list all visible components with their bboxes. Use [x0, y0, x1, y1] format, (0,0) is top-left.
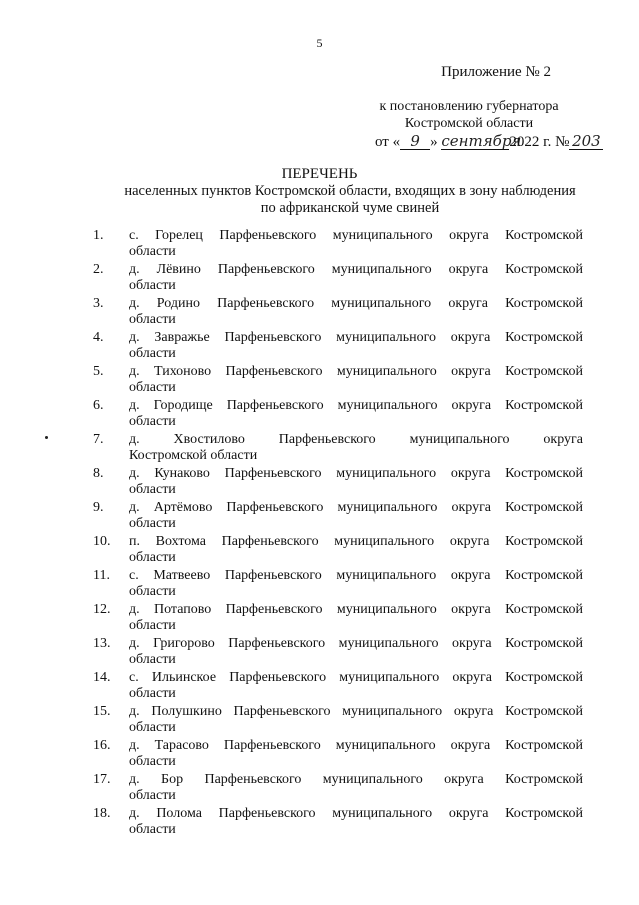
- item-text: [129, 670, 583, 704]
- list-item: [93, 704, 583, 738]
- list-item: [93, 398, 583, 432]
- decree-line-2: Костромской области: [404, 116, 534, 131]
- item-number: 17.: [93, 772, 111, 787]
- page-number: 5: [316, 36, 323, 50]
- date-mid: »: [430, 134, 438, 150]
- item-text-line-2: области: [129, 482, 176, 497]
- item-text: [129, 568, 583, 602]
- item-text-line-1: д. Лёвино Парфеньевского муниципального округа Костромской: [129, 262, 583, 277]
- item-text-line-2: области: [129, 414, 176, 429]
- item-text-line-1: д. Григорово Парфеньевского муниципального округа Костромской: [129, 636, 583, 651]
- item-text: [129, 364, 583, 398]
- item-number: 14.: [93, 670, 111, 685]
- list-item: [93, 228, 583, 262]
- list-item: [93, 364, 583, 398]
- item-text: [129, 534, 583, 568]
- list-item: [93, 534, 583, 568]
- item-text: [129, 806, 583, 840]
- item-text-line-1: д. Кунаково Парфеньевского муниципального округа Костромской: [129, 466, 583, 481]
- item-number: 1.: [93, 228, 104, 243]
- document-title: ПЕРЕЧЕНЬ: [281, 166, 358, 182]
- item-text-line-2: области: [129, 312, 176, 327]
- item-text-line-1: д. Родино Парфеньевского муниципального округа Костромской: [129, 296, 583, 311]
- item-text-line-1: д. Хвостилово Парфеньевского муниципального округа: [129, 432, 583, 447]
- item-text: [129, 432, 583, 466]
- item-text-line-1: д. Бор Парфеньевского муниципального округа Костромской: [129, 772, 583, 787]
- date-year: 2022 г. №: [509, 134, 570, 150]
- date-day-handwritten: 9: [400, 134, 430, 150]
- decree-date-line: [375, 134, 603, 151]
- item-text-line-2: области: [129, 346, 176, 361]
- date-month-handwritten: сентября: [441, 132, 522, 150]
- list-item: [93, 602, 583, 636]
- item-text: [129, 772, 583, 806]
- item-text-line-1: д. Тарасово Парфеньевского муниципального округа Костромской: [129, 738, 583, 753]
- item-number: 15.: [93, 704, 111, 719]
- item-text-line-2: области: [129, 516, 176, 531]
- item-number: 4.: [93, 330, 104, 345]
- item-text-line-1: д. Завражье Парфеньевского муниципального округа Костромской: [129, 330, 583, 345]
- document-subtitle: [100, 183, 600, 217]
- list-item: [93, 466, 583, 500]
- subtitle-line-1: населенных пунктов Костромской области, входящих в зону наблюдения: [124, 183, 576, 199]
- item-text-line-1: п. Вохтома Парфеньевского муниципального округа Костромской: [129, 534, 583, 549]
- item-text-line-2: области: [129, 686, 176, 701]
- item-text: [129, 262, 583, 296]
- decree-reference: [349, 98, 589, 132]
- item-text-line-2: области: [129, 822, 176, 837]
- item-text-line-1: д. Полома Парфеньевского муниципального округа Костромской: [129, 806, 583, 821]
- decree-line-1: к постановлению губернатора: [379, 99, 559, 114]
- item-text-line-2: области: [129, 618, 176, 633]
- appendix-label: Приложение № 2: [441, 64, 551, 80]
- item-text: [129, 500, 583, 534]
- list-item: [93, 738, 583, 772]
- list-item: [93, 568, 583, 602]
- item-number: 16.: [93, 738, 111, 753]
- margin-dot: [45, 436, 48, 439]
- item-text-line-2: области: [129, 788, 176, 803]
- item-text-line-1: д. Городище Парфеньевского муниципального округа Костромской: [129, 398, 583, 413]
- list-item: [93, 772, 583, 806]
- list-item: [93, 806, 583, 840]
- decree-number-handwritten: 203: [569, 134, 603, 150]
- item-text-line-1: д. Полушкино Парфеньевского муниципального округа Костромской: [129, 704, 583, 719]
- item-text-line-2: области: [129, 652, 176, 667]
- list-item: [93, 432, 583, 466]
- subtitle-line-2: по африканской чуме свиней: [260, 200, 440, 216]
- item-text: [129, 398, 583, 432]
- item-text-line-2: области: [129, 550, 176, 565]
- item-number: 5.: [93, 364, 104, 379]
- item-text: [129, 602, 583, 636]
- item-text-line-2: области: [129, 584, 176, 599]
- item-number: 18.: [93, 806, 111, 821]
- item-text-line-1: с. Горелец Парфеньевского муниципального округа Костромской: [129, 228, 583, 243]
- item-text: [129, 330, 583, 364]
- item-text-line-1: с. Матвеево Парфеньевского муниципального округа Костромской: [129, 568, 583, 583]
- item-number: 3.: [93, 296, 104, 311]
- list-item: [93, 296, 583, 330]
- item-text-line-2: области: [129, 754, 176, 769]
- item-text-line-2: области: [129, 278, 176, 293]
- item-number: 11.: [93, 568, 110, 583]
- item-text: [129, 704, 583, 738]
- item-text-line-2: Костромской области: [129, 448, 258, 463]
- item-text: [129, 466, 583, 500]
- list-item: [93, 636, 583, 670]
- item-number: 13.: [93, 636, 111, 651]
- item-text: [129, 738, 583, 772]
- list-item: [93, 500, 583, 534]
- item-number: 10.: [93, 534, 111, 549]
- settlement-list: [93, 228, 583, 840]
- item-number: 2.: [93, 262, 104, 277]
- item-text-line-2: области: [129, 720, 176, 735]
- item-text: [129, 636, 583, 670]
- list-item: [93, 670, 583, 704]
- item-text: [129, 296, 583, 330]
- list-item: [93, 330, 583, 364]
- item-text-line-1: с. Ильинское Парфеньевского муниципального округа Костромской: [129, 670, 583, 685]
- item-text-line-2: области: [129, 380, 176, 395]
- item-number: 9.: [93, 500, 104, 515]
- item-number: 7.: [93, 432, 104, 447]
- item-text: [129, 228, 583, 262]
- item-text-line-1: д. Тихоново Парфеньевского муниципального округа Костромской: [129, 364, 583, 379]
- item-text-line-1: д. Потапово Парфеньевского муниципального округа Костромской: [129, 602, 583, 617]
- list-item: [93, 262, 583, 296]
- date-prefix: от «: [375, 134, 401, 150]
- item-text-line-2: области: [129, 244, 176, 259]
- item-number: 8.: [93, 466, 104, 481]
- item-text-line-1: д. Артёмово Парфеньевского муниципального округа Костромской: [129, 500, 583, 515]
- item-number: 6.: [93, 398, 104, 413]
- item-number: 12.: [93, 602, 111, 617]
